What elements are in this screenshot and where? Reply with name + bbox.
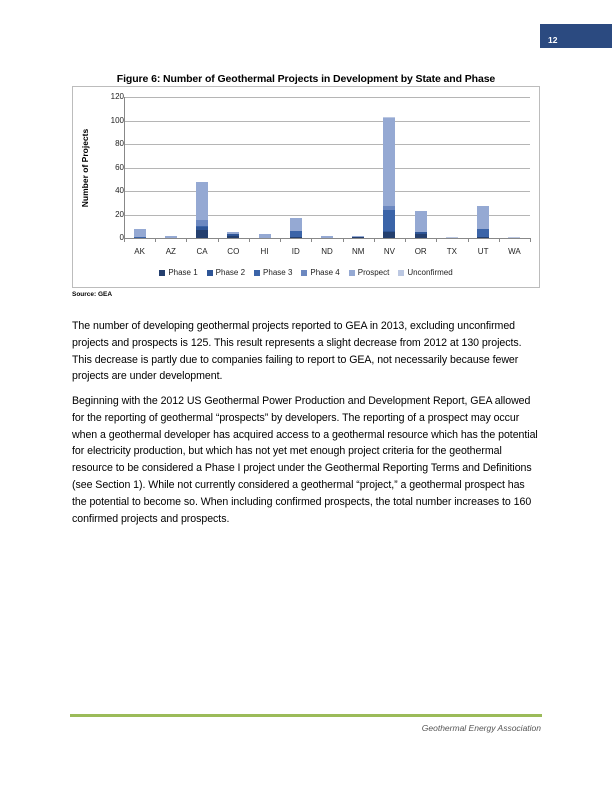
legend-swatch-icon — [398, 270, 404, 276]
x-tick-mark — [499, 238, 500, 242]
legend-label: Phase 3 — [263, 268, 293, 277]
x-tick-mark — [124, 238, 125, 242]
x-tick-mark — [468, 238, 469, 242]
footer-organization: Geothermal Energy Association — [421, 723, 541, 733]
x-tick-mark — [405, 238, 406, 242]
bar-segment-prospect — [259, 234, 271, 238]
bar-nd — [321, 236, 333, 238]
y-tick-label: 100 — [110, 115, 124, 125]
legend-swatch-icon — [254, 270, 260, 276]
bar-nm — [352, 236, 364, 238]
bar-or — [415, 211, 427, 238]
bar-segment-unconfirmed — [446, 237, 458, 238]
y-axis — [124, 97, 125, 239]
bar-segment-prospect — [134, 229, 146, 237]
x-tick-label: OR — [414, 247, 427, 256]
bar-ca — [196, 182, 208, 238]
bar-segment-phase-3 — [477, 229, 489, 237]
legend-item — [159, 268, 197, 277]
chart-frame — [72, 86, 540, 288]
bar-segment-phase-1 — [415, 234, 427, 238]
figure-title: Figure 6: Number of Geothermal Projects in Development by State and Phase — [116, 73, 496, 85]
legend-item — [301, 268, 339, 277]
body-paragraph-1: The number of developing geothermal projects reported to GEA in 2013, excluding unconfirmed projects and prospects is 125. This result represents a slight decrease from 2012 at 130 projects. This decrease is partly due to companies failing to report to GEA, not necessarily because fewer projects are under development. — [72, 320, 522, 383]
bar-ak — [134, 229, 146, 238]
gridline — [124, 144, 530, 145]
legend-label: Phase 2 — [215, 268, 246, 277]
x-tick-label: TX — [446, 247, 458, 256]
y-tick-label: 60 — [115, 162, 124, 172]
bar-segment-prospect — [321, 236, 333, 238]
y-tick-label: 0 — [119, 233, 124, 242]
bar-segment-phase-1 — [383, 232, 395, 238]
chart-legend — [0, 268, 612, 277]
y-tick-label: 20 — [115, 209, 124, 219]
footer-divider — [70, 714, 542, 717]
gridline — [124, 121, 530, 122]
x-tick-mark — [155, 238, 156, 242]
legend-swatch-icon — [159, 270, 165, 276]
bar-segment-phase-1 — [352, 237, 364, 238]
x-tick-label: AZ — [165, 247, 176, 256]
legend-label: Unconfirmed — [407, 268, 453, 277]
x-tick-label: NV — [383, 247, 396, 256]
x-tick-mark — [374, 238, 375, 242]
x-tick-label: UT — [477, 247, 489, 256]
y-tick-label: 80 — [115, 139, 124, 148]
legend-swatch-icon — [301, 270, 307, 276]
bar-segment-unconfirmed — [508, 237, 520, 238]
bar-tx — [446, 237, 458, 238]
bar-segment-prospect — [383, 118, 395, 206]
gridline — [124, 168, 530, 169]
x-tick-mark — [249, 238, 250, 242]
y-axis-label: Number of Projects — [80, 128, 90, 208]
bar-wa — [508, 237, 520, 238]
legend-item — [398, 268, 452, 277]
x-tick-mark — [280, 238, 281, 242]
legend-label: Prospect — [357, 268, 390, 277]
gridline — [124, 191, 530, 192]
bar-segment-phase-1 — [290, 237, 302, 238]
x-tick-mark — [436, 238, 437, 242]
legend-label: Phase 1 — [168, 268, 198, 277]
y-tick-label: 120 — [110, 92, 124, 101]
x-tick-label: ND — [321, 247, 333, 256]
x-tick-label: NM — [351, 247, 365, 256]
x-tick-mark — [311, 238, 312, 242]
x-tick-label: HI — [260, 247, 269, 256]
bar-segment-prospect — [290, 218, 302, 231]
figure-source: Source: GEA — [72, 291, 113, 298]
x-tick-label: AK — [134, 247, 145, 256]
bar-segment-prospect — [415, 211, 427, 232]
bar-segment-phase-1 — [477, 237, 489, 238]
body-paragraph-2: Beginning with the 2012 US Geothermal Power Production and Development Report, GEA allowed for the reporting of geothermal “prospects” by developers. The reporting of a prospect may occur when a geothermal developer has acquired access to a geothermal resource which has the potential for electricity production, but which has not yet met enough project criteria for the geothermal resource to be considered a Phase I project under the Geothermal Reporting Terms and Definitions (see Section 1). While not currently considered a geothermal “project,” a geothermal prospect has the potential to become so. When including confirmed prospects, the total number increases to 160 confirmed projects and prospects. — [72, 395, 538, 525]
bar-segment-prospect — [196, 182, 208, 221]
bar-az — [165, 236, 177, 238]
page-number: 12 — [540, 24, 612, 48]
y-tick-label: 40 — [115, 186, 124, 195]
x-tick-label: CO — [227, 247, 240, 256]
legend-label: Phase 4 — [310, 268, 340, 277]
bar-hi — [259, 234, 271, 238]
bar-id — [290, 218, 302, 238]
bar-segment-prospect — [477, 206, 489, 228]
bar-co — [227, 232, 239, 238]
gridline — [124, 97, 530, 98]
bar-ut — [477, 206, 489, 238]
legend-swatch-icon — [349, 270, 355, 276]
legend-item — [254, 268, 292, 277]
x-tick-mark — [186, 238, 187, 242]
x-tick-mark — [218, 238, 219, 242]
bar-segment-phase-3 — [383, 210, 395, 231]
x-tick-label: ID — [291, 247, 300, 256]
legend-item — [207, 268, 245, 277]
bar-segment-phase-1 — [227, 236, 239, 238]
x-tick-label: WA — [508, 247, 521, 256]
bar-segment-prospect — [165, 236, 177, 238]
legend-swatch-icon — [207, 270, 213, 276]
x-axis — [124, 238, 530, 239]
bar-segment-phase-1 — [196, 230, 208, 238]
gridline — [124, 215, 530, 216]
bar-nv — [383, 117, 395, 238]
x-tick-label: CA — [196, 247, 208, 256]
legend-item — [349, 268, 390, 277]
x-tick-mark — [343, 238, 344, 242]
x-tick-mark — [530, 238, 531, 242]
bar-segment-phase-3 — [134, 237, 146, 238]
